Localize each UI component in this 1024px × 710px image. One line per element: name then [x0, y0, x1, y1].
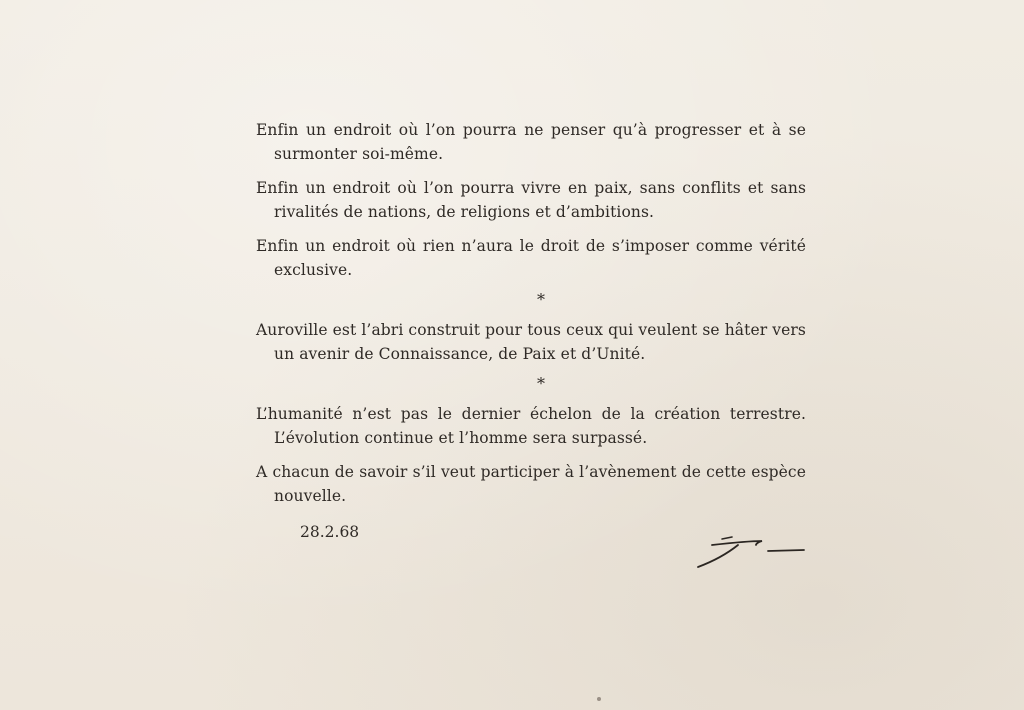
separator-asterisk-1: *	[536, 290, 546, 309]
paragraph-humanity: L’humanité n’est pas le dernier échelon de la création terrestre. L’évolution continue et l’homme sera surpassé.	[256, 405, 806, 447]
signature-mark	[690, 525, 810, 575]
paragraph-2: Enfin un endroit où l’on pourra vivre en paix, sans conflits et sans rivalités de nations, de religions et d’ambitions.	[256, 179, 806, 221]
paper-dot	[597, 697, 601, 701]
document-text	[256, 118, 806, 518]
paragraph-1: Enfin un endroit où l’on pourra ne penser qu’à progresser et à se surmonter soi-même.	[256, 121, 806, 163]
separator-asterisk-2: *	[536, 374, 546, 393]
paragraph-3: Enfin un endroit où rien n’aura le droit de s’imposer comme vérité exclusive.	[256, 237, 806, 279]
date-line: 28.2.68	[300, 523, 360, 541]
paragraph-new-species: A chacun de savoir s’il veut participer à l’avènement de cette espèce nouvelle.	[256, 463, 806, 505]
paragraph-auroville: Auroville est l’abri construit pour tous ceux qui veulent se hâter vers un avenir de Connaissance, de Paix et d’Unité.	[256, 321, 806, 363]
